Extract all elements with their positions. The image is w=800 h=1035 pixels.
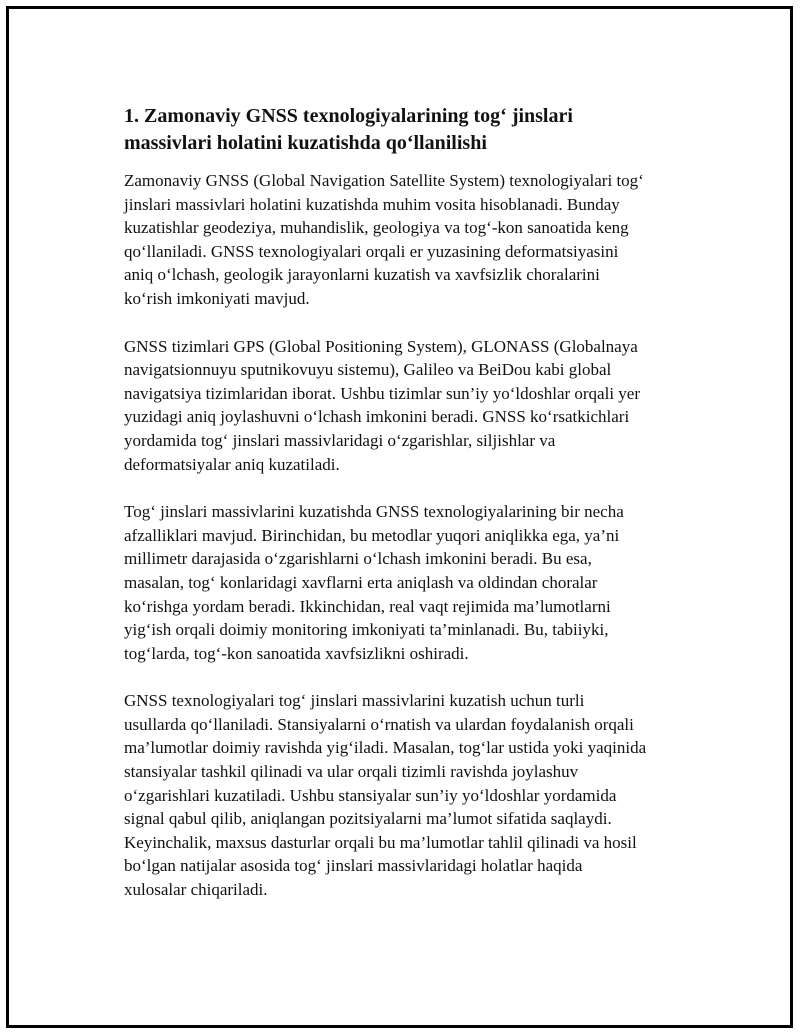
paragraph-4: GNSS texnologiyalari tog‘ jinslari massivlarini kuzatish uchun turli usullarda qo‘llaniladi. Stansiyalarni o‘rnatish va ulardan foydalanish orqali ma’lumotlar doimiy ravishda yig‘iladi. Masalan, tog‘lar ustida yoki yaqinida stansiyalar tashkil qilinadi va ular orqali tizimli ravishda joylashuv o‘zgarishlari kuzatiladi. Ushbu stansiyalar sun’iy yo‘ldoshlar yordamida signal qabul qilib, aniqlangan pozitsiyalarni ma’lumot sifatida saqlaydi. Keyinchalik, maxsus dasturlar orqali bu ma’lumotlar tahlil qilinadi va hosil bo‘lgan natijalar asosida tog‘ jinslari massivlaridagi holatlar haqida xulosalar chiqariladi.: [124, 691, 647, 900]
paragraph-3: Tog‘ jinslari massivlarini kuzatishda GNSS texnologiyalarining bir necha afzalliklari mavjud. Birinchidan, bu metodlar yuqori aniqlikka ega, ya’ni millimetr darajasida o‘zgarishlarni o‘lchash imkonini beradi. Bu esa, masalan, tog‘ konlaridagi xavflarni erta aniqlash va oldindan choralar ko‘rishga yordam beradi. Ikkinchidan, real vaqt rejimida ma’lumotlarni yig‘ish orqali doimiy monitoring imkoniyati ta’minlanadi. Bu, tabiiyki, tog‘larda, tog‘-kon sanoatida xavfsizlikni oshiradi.: [124, 502, 624, 663]
page-frame: [6, 6, 793, 1028]
paragraph-1: Zamonaviy GNSS (Global Navigation Satellite System) texnologiyalari tog‘ jinslari massivlari holatini kuzatishda muhim vosita hisoblanadi. Bunday kuzatishlar geodeziya, muhandislik, geologiya va tog‘-kon sanoatida keng qo‘llaniladi. GNSS texnologiyalari orqali er yuzasining deformatsiyasini aniq o‘lchash, geologik jarayonlarni kuzatish va xavfsizlik choralarini ko‘rish imkoniyati mavjud.: [124, 171, 644, 308]
section-heading: 1. Zamonaviy GNSS texnologiyalarining tog‘ jinslari massivlari holatini kuzatishda qo‘llanilishi: [124, 105, 573, 154]
paragraph-2: GNSS tizimlari GPS (Global Positioning System), GLONASS (Globalnaya navigatsionnuyu sputnikovuyu sistemu), Galileo va BeiDou kabi global navigatsiya tizimlaridan iborat. Ushbu tizimlar sun’iy yo‘ldoshlar orqali yer yuzidagi aniq joylashuvni o‘lchash imkonini beradi. GNSS ko‘rsatkichlari yordamida tog‘ jinslari massivlaridagi o‘zgarishlar, siljishlar va deformatsiyalar aniq kuzatiladi.: [124, 336, 641, 474]
document-body: [124, 103, 704, 926]
